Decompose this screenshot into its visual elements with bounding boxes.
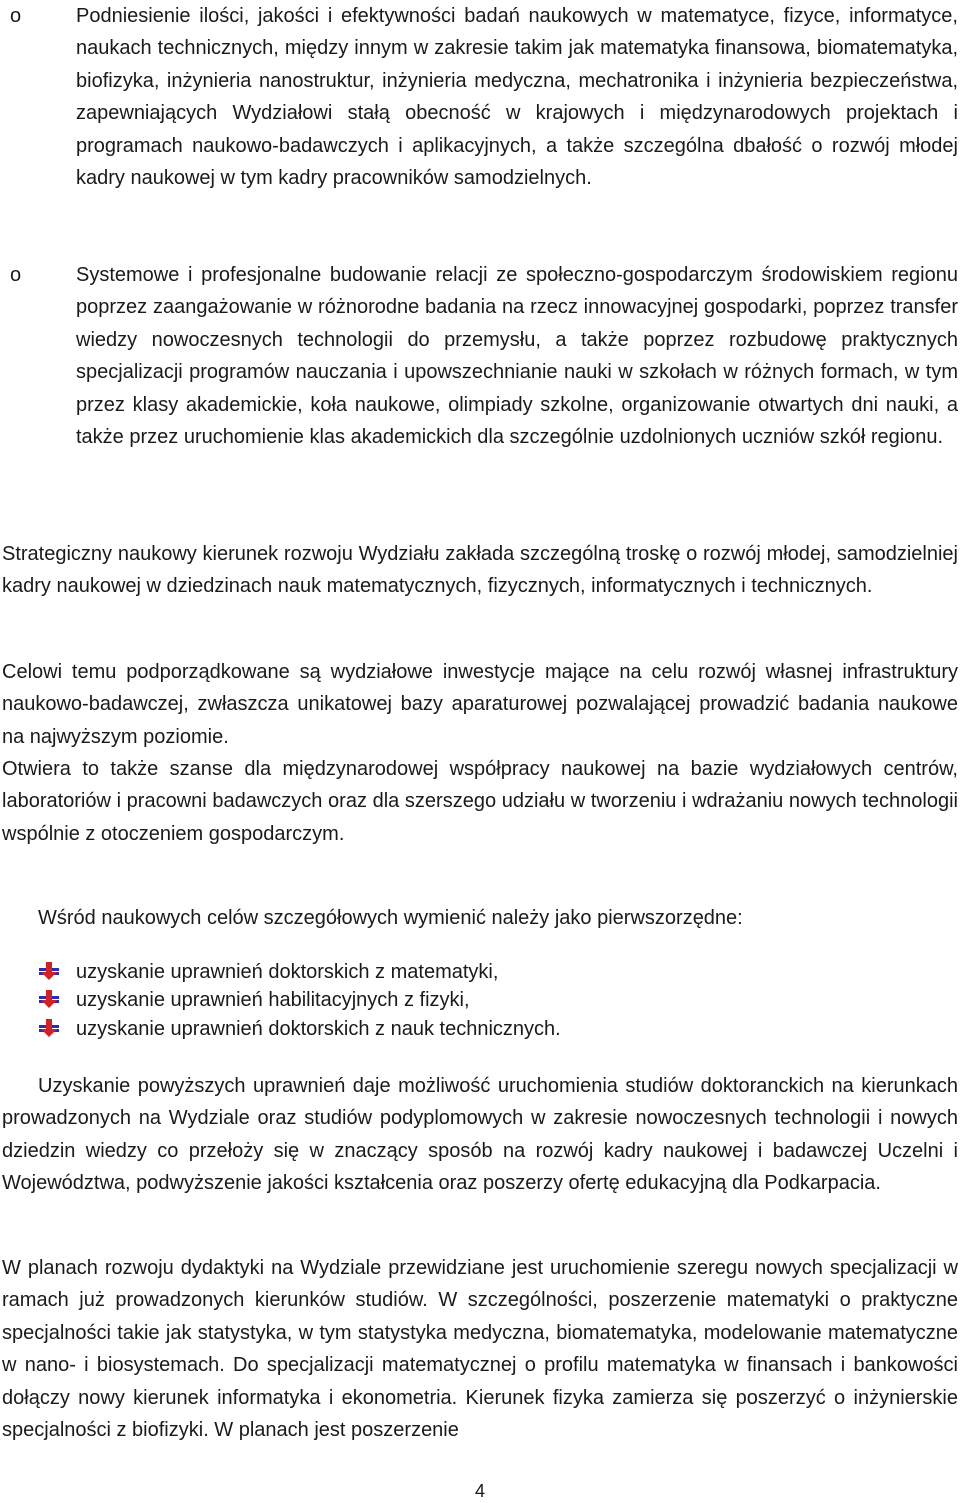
paragraph-cooperation: Otwiera to także szanse dla międzynarodowej współpracy naukowej na bazie wydziałowych centrów, laboratoriów i pracowni badawczych oraz dla szerszego udziału w tworzeniu i wdrażaniu nowych technologii wspólnie z otoczeniem gospodarczym. <box>2 758 958 845</box>
o-bullet-list <box>0 0 960 453</box>
list-item <box>38 1015 938 1043</box>
bullet-text: Systemowe i profesjonalne budowanie relacji ze społeczno-gospodarczym środowiskiem regionu poprzez zaangażowanie w różnorodne badania na rzecz innowacyjnej gospodarki, poprzez transfer wiedzy nowoczesnych technologii do przemysłu, a także poprzez rozbudowę praktycznych specjalizacji programów nauczania i upowszechnianie nauki w szkołach w różnych formach, w tym przez klasy akademickie, koła naukowe, olimpiady szkolne, organizowanie otwartych dni nauki, a także przez uruchomienie klas akademickich dla szczególnie uzdolnionych uczniów szkół regionu. <box>76 264 958 449</box>
goal-text: uzyskanie uprawnień habilitacyjnych z fizyki, <box>76 989 470 1012</box>
goal-text: uzyskanie uprawnień doktorskich z nauk technicznych. <box>76 1017 561 1040</box>
list-item <box>38 958 938 986</box>
paragraph-strategy: Strategiczny naukowy kierunek rozwoju Wydziału zakłada szczególną troskę o rozwój młodej, samodzielniej kadry naukowej w dziedzinach nauk matematycznych, fizycznych, informatycznych i technicznych. <box>2 543 958 598</box>
paragraph-teaching-plans: W planach rozwoju dydaktyki na Wydziale przewidziane jest uruchomienie szeregu nowych specjalizacji w ramach już prowadzonych kierunków studiów. W szczególności, poszerzenie matematyki o praktyczne specjalności takie jak statystyka, w tym statystyka medyczna, biomatematyka, modelowanie matematyczne w nano- i biosystemach. Do specjalizacji matematycznej o profilu matematyka w finansach i bankowości dołączy nowy kierunek informatyka i ekonometria. Kierunek fizyka zamierza się poszerzyć o inżynierskie specjalności z biofizyki. W planach jest poszerzenie <box>2 1257 958 1442</box>
goals-intro: Wśród naukowych celów szczegółowych wymienić należy jako pierwszorzędne: <box>38 907 743 929</box>
list-item <box>0 259 960 453</box>
paragraph-qualifications: Uzyskanie powyższych uprawnień daje możliwość uruchomienia studiów doktoranckich na kierunkach prowadzonych na Wydziale oraz studiów podyplomowych w zakresie nowoczesnych technologii i nowych dziedzin wiedzy co przełoży się w znaczący sposób na rozwój kadry naukowej i badawczej Uczelni i Województwa, podwyższenie jakości kształcenia oraz poszerzy ofertę edukacyjną dla Podkarpacia. <box>2 1075 958 1195</box>
goals-list <box>38 958 938 1043</box>
list-item <box>38 986 938 1014</box>
arrow-down-bullet-icon <box>38 962 60 980</box>
arrow-down-bullet-icon <box>38 990 60 1008</box>
o-bullet-marker: o <box>10 264 22 286</box>
bullet-text: Podniesienie ilości, jakości i efektywności badań naukowych w matematyce, fizyce, informatyce, naukach technicznych, między innym w zakresie takim jak matematyka finansowa, biomatematyka, biofizyka, inżynieria nanostruktur, inżynieria medyczna, mechatronika i inżynieria bezpieczeństwa, zapewniających Wydziałowi stałą obecność w krajowych i międzynarodowych projektach i programach naukowo-badawczych i aplikacyjnych, a także szczególna dbałość o rozwój młodej kadry naukowej w tym kadry pracowników samodzielnych. <box>76 5 958 190</box>
page-number: 4 <box>474 1481 485 1501</box>
list-item <box>0 0 960 259</box>
paragraph-investments: Celowi temu podporządkowane są wydziałowe inwestycje mające na celu rozwój własnej infrastruktury naukowo-badawczej, zwłaszcza unikatowej bazy aparaturowej pozwalającej prowadzić badania naukowe na najwyższym poziomie. <box>2 661 958 748</box>
goal-text: uzyskanie uprawnień doktorskich z matematyki, <box>76 961 499 983</box>
arrow-down-bullet-icon <box>38 1019 60 1037</box>
o-bullet-marker: o <box>10 5 22 27</box>
